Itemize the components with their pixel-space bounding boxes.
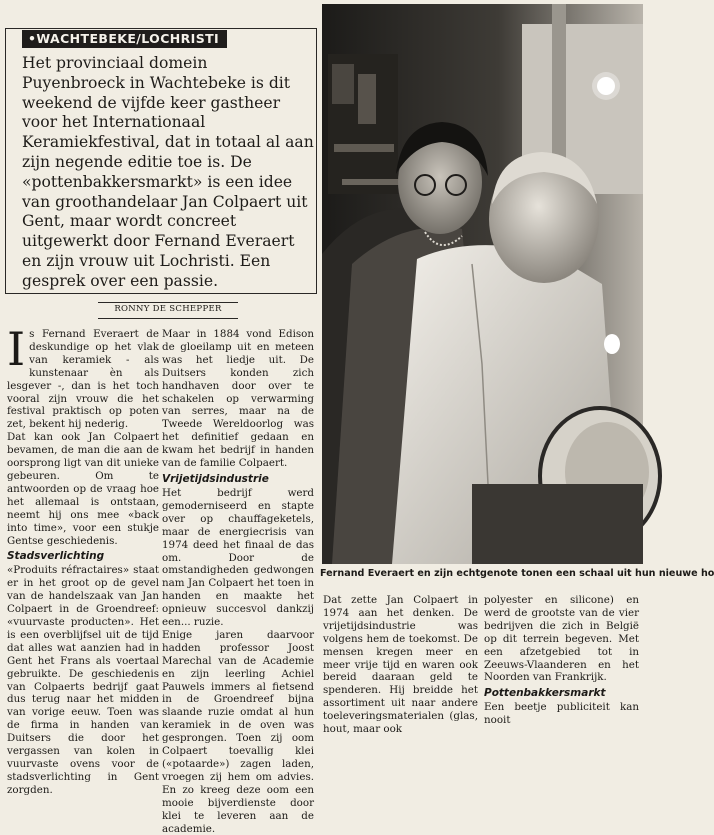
col4-paragraph-2: Een beetje publiciteit kan nooit [484, 701, 639, 727]
drop-cap: I [7, 322, 26, 376]
byline-rule-top [98, 302, 238, 303]
column-2 [162, 328, 314, 835]
col3-paragraph-1: Dat zette Jan Colpaert in 1974 aan het denken. De vrijetijdsindustrie was volgens hem de toekomst. De mensen kregen meer en meer vrije tijd en waren ook bereid daaraan geld te spenderen. Hij breidde het assortiment uit naar andere toeleveringsmaterialen (glas, hout, maar ook [323, 594, 478, 736]
col2-paragraph-2: Het bedrijf werd gemoderniseerd en stapte over op chauffageketels, maar de energiecrisis van 1974 deed het finaal de das om. Door de omstandigheden gedwongen nam Jan Colpaert het toen in handen en maakte het opnieuw succesvol dankzij een... ruzie. [162, 486, 314, 629]
subhead-pottenbakkersmarkt: Pottenbakkersmarkt [484, 687, 606, 700]
col1-paragraph-3: «Produits réfractaires» staat er in het groot op de gevel van de handelszaak van Jan Colpaert in de Groendreef: «vuurvaste producten». Het is een overblijfsel uit de tijd dat alles wat aanzien had in Gent het Frans als voertaal gebruikte. De geschiedenis van Colpaerts bedrijf gaat dus terug naar het midden van vorige eeuw. Toen was de firma in handen van Duitsers die door het vergassen van kolen in vuurvaste ovens voor de stadsverlichting in Gent zorgden. [7, 564, 159, 796]
byline-rule-bottom [98, 318, 238, 319]
photo-caption: Fernand Everaert en zijn echtgenote tonen een schaal uit hun nieuwe ho [320, 568, 714, 579]
column-4 [484, 594, 639, 727]
col4-paragraph-1: polyester en silicone) en werd de grootste van de vier bedrijven die zich in België op dit terrein begeven. Met een afzetgebied tot in Zeeuws-Vlaanderen en het Noorden van Frankrijk. [484, 594, 639, 684]
subhead-stadsverlichting: Stadsverlichting [7, 550, 105, 563]
col2-paragraph-1: Maar in 1884 vond Edison de gloeilamp uit en meteen was het liedje uit. De Duitsers konden zich handhaven door over te schakelen op verwarming van serres, maar na de Tweede Wereldoorlog was het definitief gedaan en kwam het bedrijf in handen van de familie Colpaert. [162, 328, 314, 470]
portrait-photo [322, 4, 643, 564]
col1-paragraph-2: Dat kan ook Jan Colpaert bevamen, de man die aan de oorsprong ligt van dit unieke gebeuren. Om te antwoorden op de vraag hoe het allemaal is ontstaan, neemt hij ons mee «back into time», voor een stukje Gentse geschiedenis. [7, 431, 159, 547]
col1-paragraph-1: s Fernand Everaert de deskundige op het vlak van keramiek - als kunstenaar èn als lesgever -, dan is het toch vooral zijn vrouw die het festival praktisch op poten zet, bekent hij nederig. [7, 328, 159, 431]
col2-paragraph-3: Enige jaren daarvoor hadden professor Joost Marechal van de Academie en zijn leerling Achiel Pauwels immers al fietsend in de Groendreef bijna slaande ruzie omdat al hun keramiek in de oven was gesprongen. Toen zij oom Colpaert toevallig klei («potaarde») zagen laden, vroegen zij hem om advies. En zo kreeg deze oom een mooie bijverdienste door klei te leveren aan de academie. [162, 628, 314, 835]
location-kicker: •WACHTEBEKE/LOCHRISTI [22, 30, 227, 48]
byline: RONNY DE SCHEPPER [114, 304, 222, 314]
lead-paragraph: Het provinciaal domein Puyenbroeck in Wachtebeke is dit weekend de vijfde keer gastheer voor het Internationaal Keramiekfestival, dat in totaal al aan zijn negende editie toe is. De «pottenbakkersmarkt» is een idee van groothandelaar Jan Colpaert uit Gent, maar wordt concreet uitgewerkt door Fernand Everaert en zijn vrouw uit Lochristi. Een gesprek over een passie. [22, 54, 314, 290]
column-1 [7, 322, 159, 797]
subhead-vrijetijdsindustrie: Vrijetijdsindustrie [162, 472, 269, 485]
column-3 [323, 594, 478, 736]
